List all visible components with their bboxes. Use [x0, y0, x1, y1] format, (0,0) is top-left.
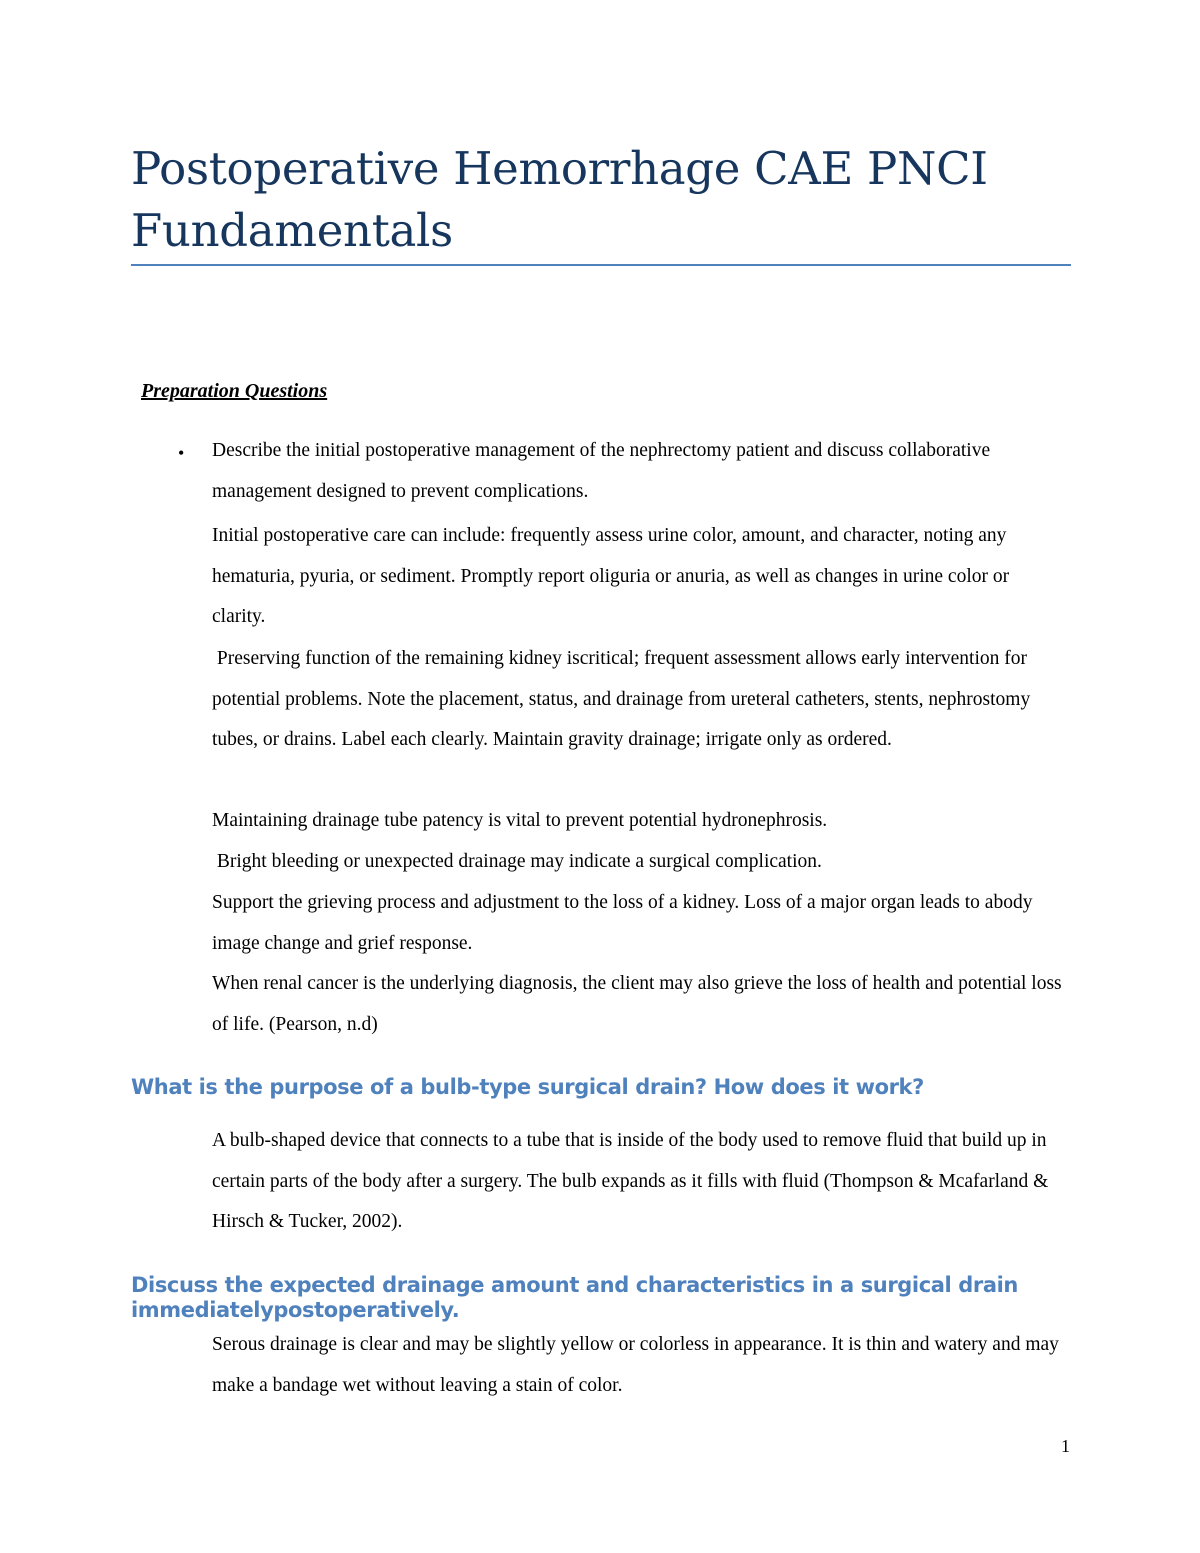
- preparation-question: Describe the initial postoperative management of the nephrectomy patient and discuss collaborative management designed to prevent complications.: [212, 440, 995, 502]
- preparation-heading: Preparation Questions: [141, 380, 328, 402]
- page-number: 1: [1061, 1436, 1070, 1456]
- bulb-drain-heading: What is the purpose of a bulb-type surgical drain? How does it work?: [131, 1075, 924, 1099]
- drainage-heading: Discuss the expected drainage amount and characteristics in a surgical drain immediatelypostoperatively.: [131, 1273, 1018, 1322]
- answer-paragraph-bleeding: Bright bleeding or unexpected drainage may indicate a surgical complication.: [212, 851, 822, 872]
- answer-paragraph-kidney-function: Preserving function of the remaining kidney iscritical; frequent assessment allows early intervention for potential problems. Note the placement, status, and drainage from ureteral catheters, stents, nephrostomy tubes, or drains. Label each clearly. Maintain gravity drainage; irrigate only as ordered.: [212, 648, 1036, 751]
- bulb-drain-answer: A bulb-shaped device that connects to a tube that is inside of the body used to remove fluid that build up in certain parts of the body after a surgery. The bulb expands as it fills with fluid (Thompson & Mcafarland & Hirsch & Tucker, 2002).: [212, 1130, 1054, 1233]
- page-title: Postoperative Hemorrhage CAE PNCI Fundamentals: [131, 142, 988, 257]
- title-divider: [131, 264, 1071, 266]
- bullet-marker: •: [178, 443, 185, 463]
- answer-paragraph-grieving: Support the grieving process and adjustment to the loss of a kidney. Loss of a major organ leads to abody image change and grief response.: [212, 892, 1038, 954]
- answer-paragraph-urine: Initial postoperative care can include: frequently assess urine color, amount, and character, noting any hematuria, pyuria, or sediment. Promptly report oliguria or anuria, as well as changes in urine color or clarity.: [212, 525, 1014, 628]
- drainage-answer: Serous drainage is clear and may be slightly yellow or colorless in appearance. It is thin and watery and may make a bandage wet without leaving a stain of color.: [212, 1334, 1064, 1396]
- answer-paragraph-drainage-patency: Maintaining drainage tube patency is vital to prevent potential hydronephrosis.: [212, 810, 828, 831]
- answer-paragraph-renal-cancer: When renal cancer is the underlying diagnosis, the client may also grieve the loss of health and potential loss of life. (Pearson, n.d): [212, 973, 1067, 1035]
